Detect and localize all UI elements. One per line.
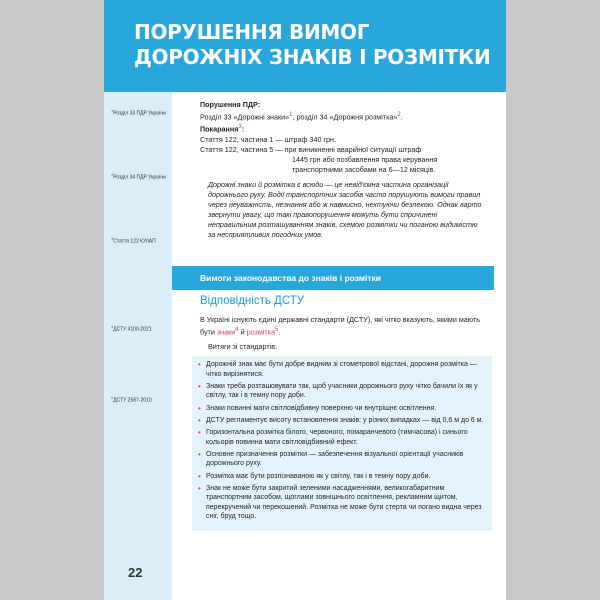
note-text: Стаття 122 КУпАП xyxy=(113,238,156,245)
sidebar-note xyxy=(111,108,171,117)
list-item-text: Дорожній знак має бути добре видним зі стометрової відстані, дорожня розмітка — чітко вирізнятися. xyxy=(206,361,477,378)
bullet-icon: • xyxy=(198,403,201,413)
list-item xyxy=(198,381,486,401)
sidebar-note xyxy=(111,324,171,333)
list-item-text: Горизонтальна розмітка білого, червоного, помаранчевого (тимчасова) і синього кольорів повинна мати світловідбивний ефект. xyxy=(206,428,468,446)
rule-33: Розділ 33 «Дорожні знаки» xyxy=(200,112,290,122)
punctuation: . xyxy=(400,112,403,122)
header-band xyxy=(104,0,506,92)
subsection-title: Відповідність ДСТУ xyxy=(200,295,305,307)
marking-link[interactable]: розмітка xyxy=(246,327,275,337)
list-item-text: Знаки повинні мати світловідбивну поверхню чи внутрішнє освітлення. xyxy=(206,404,437,412)
intro-text: В Україні існують єдині державні стандарти (ДСТУ), які чітко вказують, якими мають бути xyxy=(200,315,481,337)
footnote-mark: 3 xyxy=(238,124,242,131)
bullet-icon: • xyxy=(198,360,201,369)
penalty-heading xyxy=(200,122,490,134)
note-number: 5 xyxy=(111,395,114,400)
fine-line-2b: 1445 грн або позбавлення права керування xyxy=(292,154,438,164)
violations-line xyxy=(200,110,490,122)
footnote-mark: 2 xyxy=(397,112,401,118)
bullet-icon: • xyxy=(198,483,201,493)
sidebar-note xyxy=(111,236,171,245)
fine-line-2a: Стаття 122, частина 5 — при виникненні аварійної ситуації штраф xyxy=(200,144,422,154)
bullet-icon: • xyxy=(198,449,201,459)
signs-link[interactable]: знаки xyxy=(216,327,236,337)
list-item xyxy=(198,427,486,447)
section-heading: Вимоги законодавства до знаків і розмітки xyxy=(172,266,494,290)
standards-list xyxy=(192,356,492,531)
fine-line-2c: транспортними засобами на 6—12 місяців. xyxy=(292,164,436,174)
penalty-label: Покарання xyxy=(200,124,239,134)
list-item xyxy=(198,415,486,426)
list-item-text: Основне призначення розмітки — забезпечення візуальної орієнтації учасників дорожнього руху. xyxy=(206,450,464,468)
extracts-label: Витяги зі стандартів: xyxy=(208,342,278,351)
page-number: 22 xyxy=(128,565,143,580)
bullet-icon: • xyxy=(198,471,201,481)
note-text: ДСТУ 2587-2010 xyxy=(113,397,152,404)
page xyxy=(104,0,506,600)
note-number: 2 xyxy=(111,172,114,177)
punctuation: . xyxy=(278,327,281,337)
list-item-text: ДСТУ регламентує висоту встановлення знаків: у різних випадках — від 0,6 м до 6 м. xyxy=(206,416,484,424)
bullet-icon: • xyxy=(198,415,201,425)
list-item xyxy=(198,471,486,482)
note-text: ДСТУ 4100-2021 xyxy=(113,326,152,333)
page-title: ПОРУШЕННЯ ВИМОГ ДОРОЖНІХ ЗНАКІВ І РОЗМІТКИ xyxy=(134,20,491,69)
list-item-text: Знаки треба розташовувати так, щоб учасники дорожнього руху чітко бачили їх як у світлу, так і в темну пору доби. xyxy=(206,382,478,400)
bullet-icon: • xyxy=(198,427,201,437)
intro-paragraph: Дорожні знаки й розмітка є всюди — це невід'ємна частина організації дорожнього руху. Водії транспортних засобів часто порушують вимоги правил через неуважність, незнання або ж навмисно, нехтуючи безпекою. Однак варто звернути увагу, що такі правопорушення можуть бути спричинені неправильним розташуванням знаків, схемою розмітки чи поганою видимістю за несприятливих погодних умов. xyxy=(208,180,482,239)
conjunction: й xyxy=(238,327,247,337)
rule-34: , розділ 34 «Дорожня розмітка» xyxy=(292,112,398,122)
standards-intro xyxy=(200,315,490,337)
sidebar-note xyxy=(111,395,171,404)
sidebar xyxy=(104,92,172,600)
list-item xyxy=(198,483,486,522)
list-item xyxy=(198,403,486,414)
colon: : xyxy=(241,124,245,134)
note-number: 3 xyxy=(111,236,114,241)
list-item-text: Знак не може бути закритий зеленими насадженнями, великогабаритним транспортним засобом, щоглами зовнішнього освітлення, рекламним щитом, перекручений чи перекошений. Розмітка не може бути стерта чи погано видна через сніг, бруд тощо. xyxy=(206,484,482,521)
violations-block xyxy=(200,100,490,175)
note-text: Розділ 33 ПДР України xyxy=(113,110,166,117)
bullet-icon: • xyxy=(198,381,201,391)
fine-line-1: Стаття 122, частина 1 — штраф 340 грн. xyxy=(200,134,337,144)
footnote-mark: 1 xyxy=(289,112,293,118)
list-item xyxy=(198,449,486,469)
note-text: Розділ 34 ПДР України xyxy=(113,174,166,181)
footnote-mark: 4 xyxy=(235,327,239,333)
note-number: 4 xyxy=(111,324,114,329)
footnote-mark: 5 xyxy=(274,327,279,333)
violations-heading: Порушення ПДР: xyxy=(200,100,261,109)
sidebar-note xyxy=(111,172,171,181)
list-item xyxy=(198,360,486,379)
note-number: 1 xyxy=(111,108,114,113)
list-item-text: Розмітка має бути розпізнаваною як у світлу, так і в темну пору доби. xyxy=(206,472,431,480)
